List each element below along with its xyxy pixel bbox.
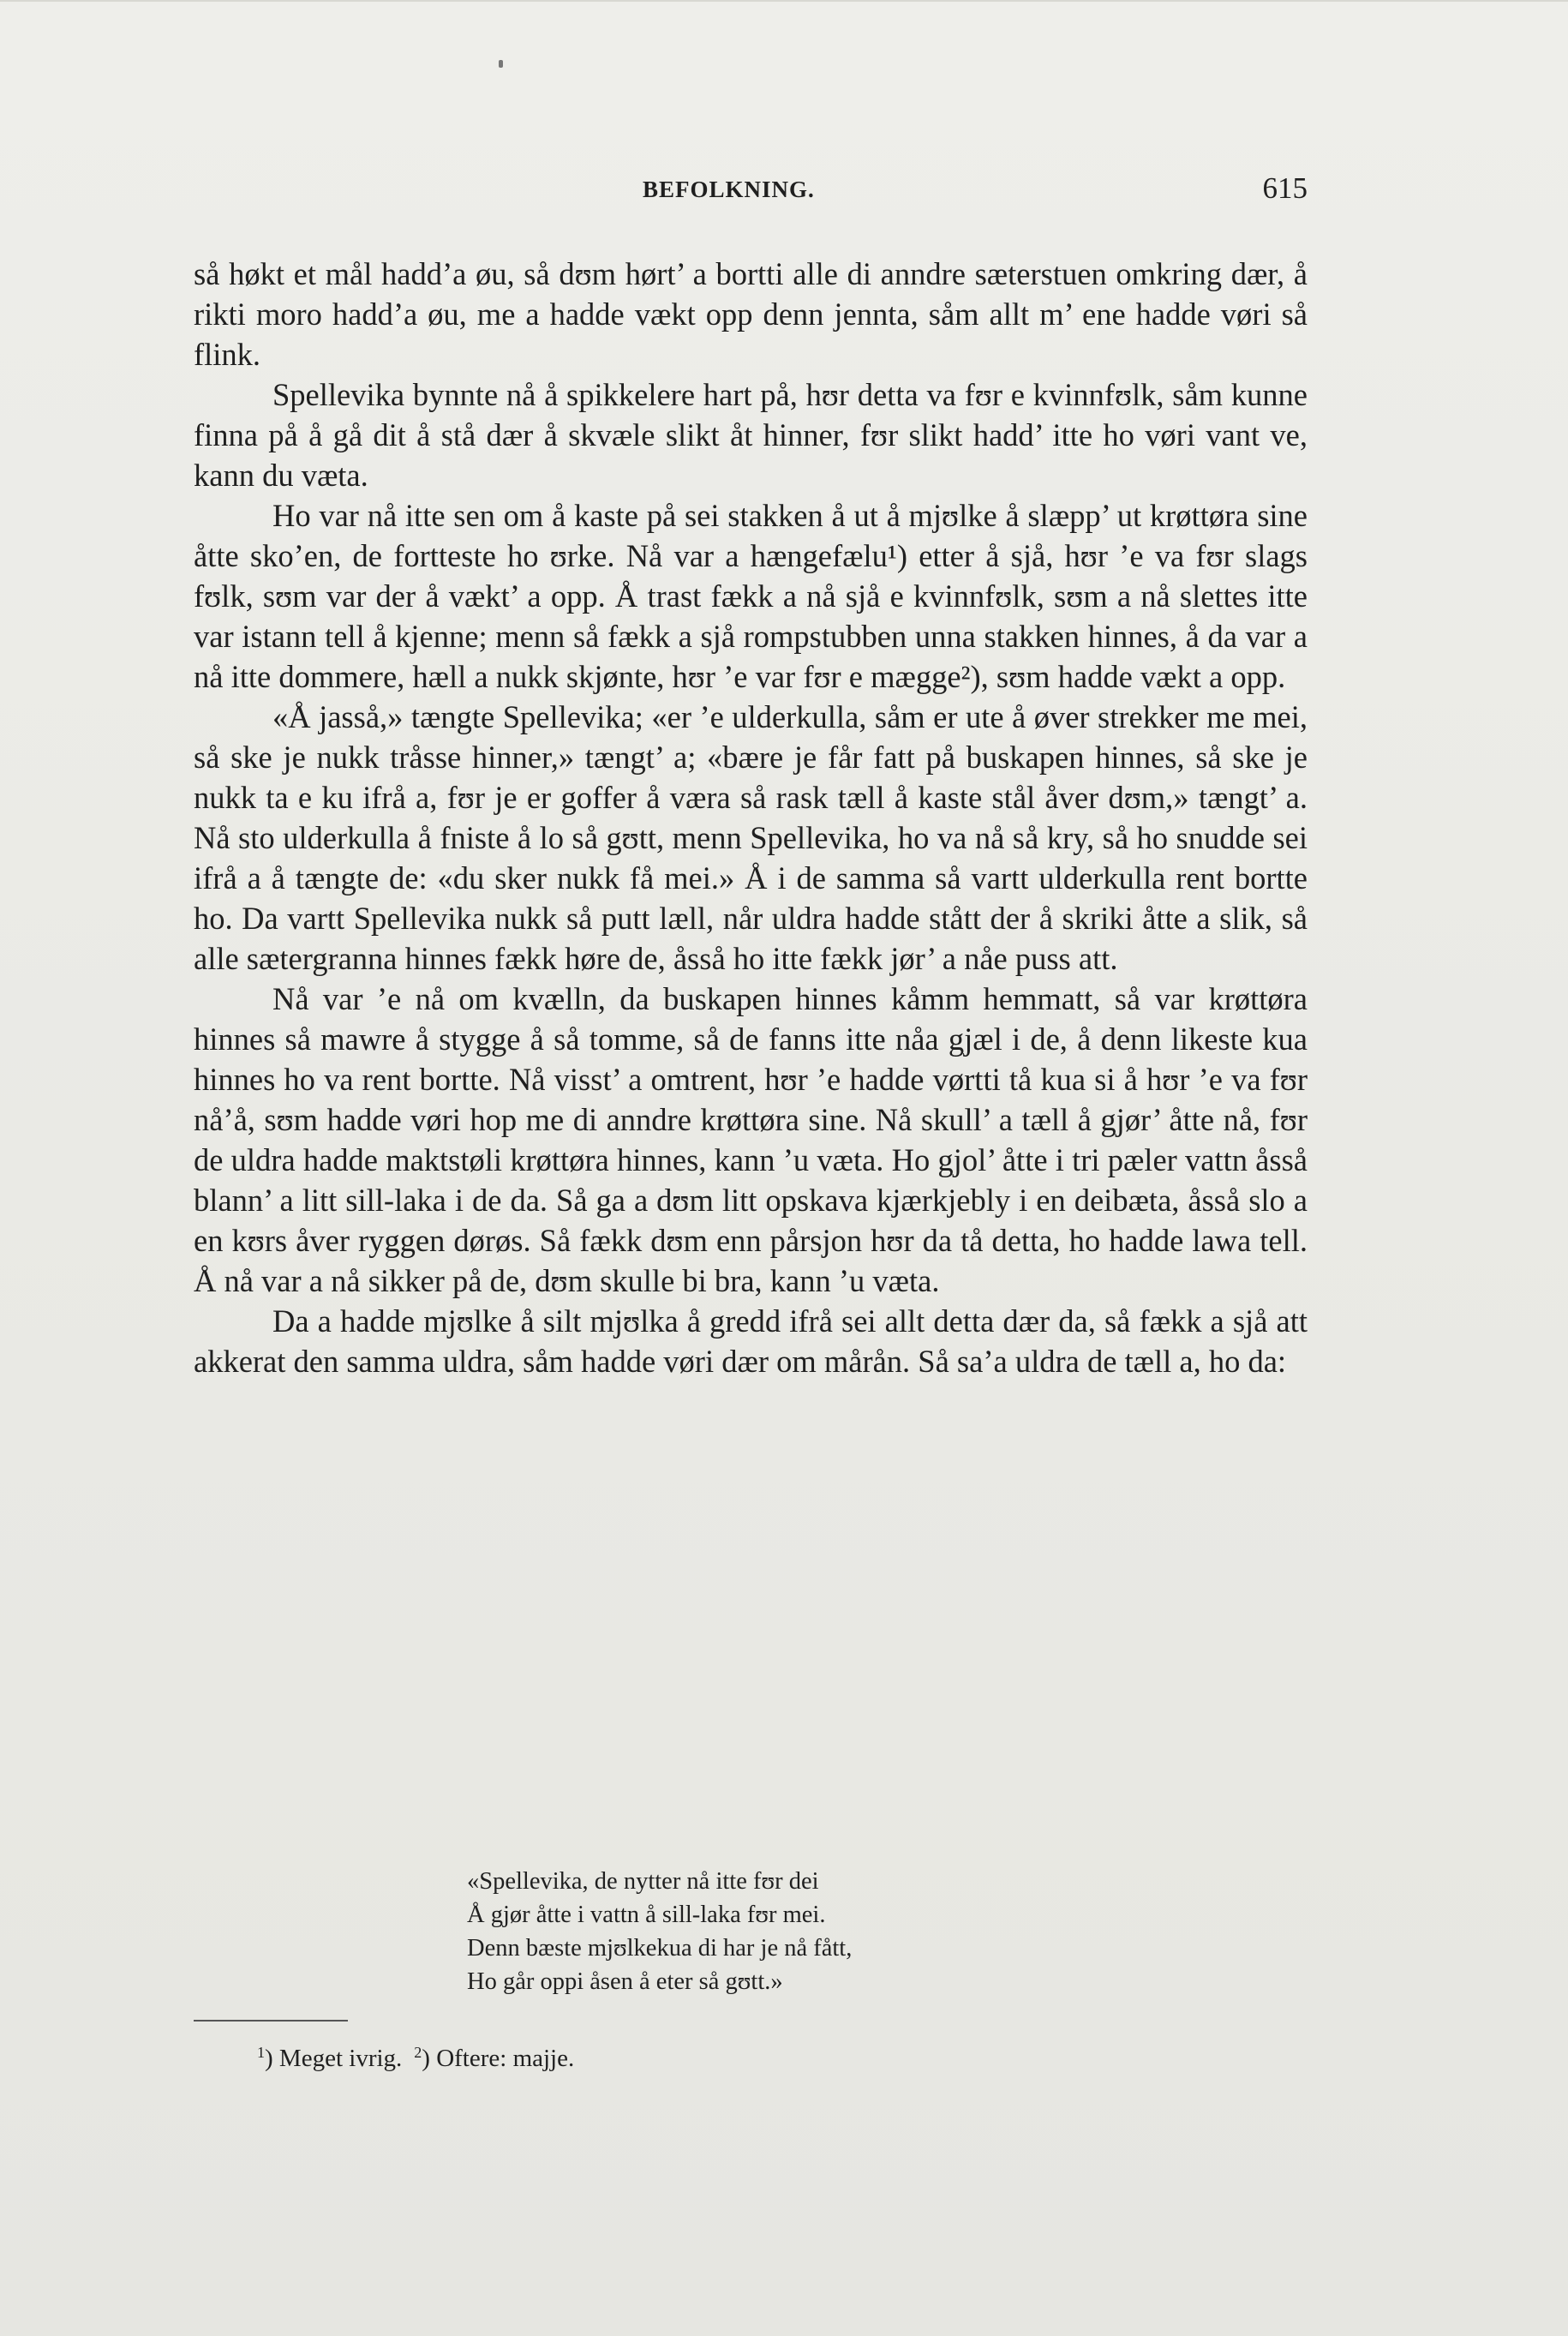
print-mark (499, 60, 503, 68)
body-text (194, 254, 1308, 1381)
verse-line: Ho går oppi åsen å eter så gʊtt.» (467, 1968, 783, 1995)
page-number: 615 (1262, 171, 1308, 205)
footnote-marker: 2 (414, 2044, 422, 2061)
footnote-marker: 1 (257, 2044, 265, 2061)
paragraph: Da a hadde mjʊlke å silt mjʊlka å gredd ifrå sei allt detta dær da, så fækk a sjå att akkerat den samma uldra, såm hadde vøri dær om mårån. Så sa’a uldra de tæll a, ho da: (194, 1303, 1308, 1379)
paragraph: Nå var ’e nå om kvælln, da buskapen hinnes kåmm hemmatt, så var krøttøra hinnes så mawre å stygge å så tomme, så de fanns itte nåa gjæl i de, å denn likeste kua hinnes ho va rent bortte. Nå visst’ a omtrent, hʊr ’e hadde vørtti tå kua si å hʊr ’e va fʊr nå’å, sʊm hadde vøri hop me di anndre krøttøra sine. Nå skull’ a tæll å gjør’ åtte nå, fʊr de uldra hadde maktstøli krøttøra hinnes, kann ’u væta. Ho gjol’ åtte i tri pæler vattn åsså blann’ a litt sill-laka i de da. Så ga a dʊm litt opskava kjærkjebly i en deibæta, åsså slo a en kʊrs åver ryggen dørøs. Så fækk dʊm enn pårsjon hʊr da tå detta, ho hadde lawa tell. Å nå var a nå sikker på de, dʊm skulle bi bra, kann ’u væta. (194, 981, 1308, 1298)
page-header (194, 171, 1308, 211)
footnote-divider (194, 2020, 348, 2022)
verse-line: «Spellevika, de nytter nå itte fʊr dei (467, 1868, 819, 1895)
paragraph: «Å jasså,» tængte Spellevika; «er ’e ulderkulla, såm er ute å øver strekker me mei, så ske je nukk tråsse hinner,» tængt’ a; «bære je får fatt på buskapen hinnes, så ske je nukk ta e ku ifrå a, fʊr je er goffer å væra så rask tæll å kaste stål åver dʊm,» tængt’ a. Nå sto ulderkulla å fniste å lo så gʊtt, menn Spellevika, ho va nå så kry, så ho snudde sei ifrå a å tængte de: «du sker nukk få mei.» Å i de samma så vartt ulderkulla rent bortte ho. Da vartt Spellevika nukk så putt læll, når uldra hadde stått der å skriki åtte a slik, så alle sætergranna hinnes fækk høre de, åsså ho itte fækk jør’ a nåe puss att. (194, 699, 1308, 976)
paragraph: Ho var nå itte sen om å kaste på sei stakken å ut å mjʊlke å slæpp’ ut krøttøra sine åtte sko’en, de fortteste ho ʊrke. Nå var a hængefælu¹) etter å sjå, hʊr ’e va fʊr slags fʊlk, sʊm var der å vækt’ a opp. Å trast fækk a nå sjå e kvinnfʊlk, sʊm a nå slettes itte var istann tell å kjenne; menn så fækk a sjå rompstubben unna stakken hinnes, å da var a nå itte dommere, hæll a nukk skjønte, hʊr ’e var fʊr e mægge²), sʊm hadde vækt a opp. (194, 498, 1308, 694)
footnote-text: Meget ivrig. (278, 2045, 403, 2072)
running-title: BEFOLKNING. (643, 177, 815, 202)
footnote-text: Oftere: majje. (436, 2045, 575, 2072)
verse-line: Å gjør åtte i vattn å sill-laka fʊr mei. (467, 1902, 826, 1928)
paragraph: så høkt et mål hadd’a øu, så dʊm hørt’ a bortti alle di anndre sæterstuen omkring dær, å rikti moro hadd’a øu, me a hadde vækt opp denn jennta, såm allt m’ ene hadde vøri så flink. (194, 256, 1308, 372)
verse-block (467, 1865, 1152, 1998)
paragraph: Spellevika bynnte nå å spikkelere hart på, hʊr detta va fʊr e kvinnfʊlk, såm kunne finna på å gå dit å stå dær å skvæle slikt åt hinner, fʊr slikt hadd’ itte ho vøri vant ve, kann du væta. (194, 377, 1308, 493)
verse-line: Denn bæste mjʊlkekua di har je nå fått, (467, 1935, 853, 1962)
footnotes: $^1$) Meget ivrig. $^2$) Oftere: majje. (257, 2044, 575, 2072)
